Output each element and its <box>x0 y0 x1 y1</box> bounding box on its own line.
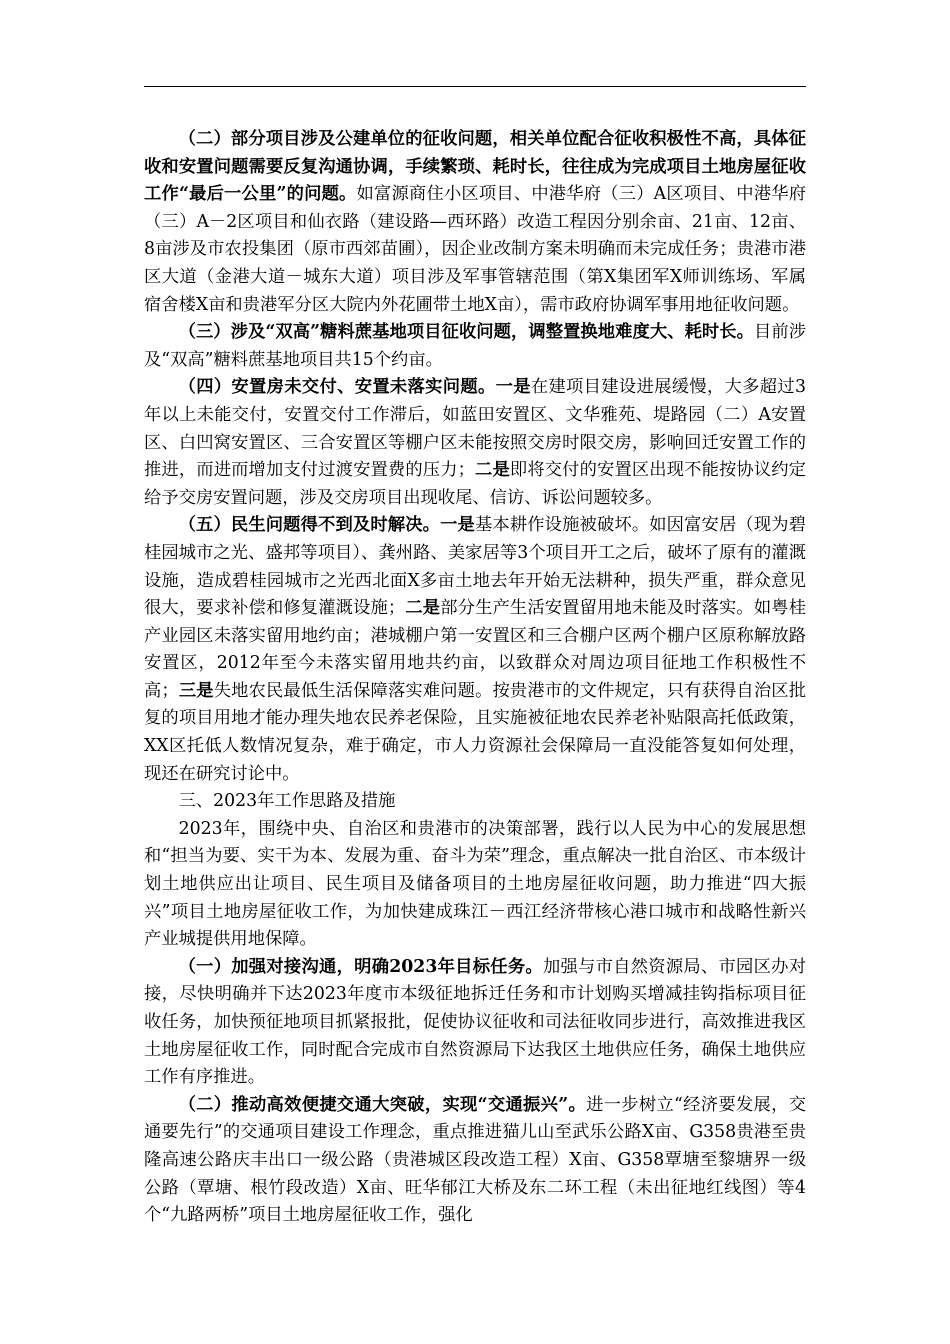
paragraph <box>144 374 806 512</box>
document-body <box>144 126 806 1230</box>
text-run: 部分生产生活安置留用地未能及时落实。如粤桂产业园区未落实留用地约亩；港城棚户第一安置区和三合棚户区两个棚户区原称解放路安置区，2012年至今未落实留用地共约亩，以致群众对周边项目征地工作积极性不高； <box>144 598 806 701</box>
paragraph <box>144 954 806 1092</box>
bold-run: （五）民生问题得不到及时解决。一是 <box>178 515 475 536</box>
text-run: 进一步树立“经济要发展，交通要先行”的交通项目建设工作理念，重点推进猫儿山至武乐公路X亩、G358贵港至贵隆高速公路庆丰出口一级公路（贵港城区段改造工程）X亩、G358覃塘至黎塘界一级公路（覃塘、根竹段改造）X亩、旺华郁江大桥及东二环工程（未出征地红线图）等4个“九路两桥”项目土地房屋征收工作，强化 <box>144 1094 806 1226</box>
text-run: 即将交付的安置区出现不能按协议约定给予交房安置问题，涉及交房项目出现收尾、信访、诉讼问题较多。 <box>144 460 806 508</box>
paragraph <box>144 512 806 788</box>
text-run: 如富源商住小区项目、中港华府（三）A区项目、中港华府（三）A－2区项目和仙衣路（建设路—西环路）改造工程因分别余亩、21亩、12亩、8亩涉及市农投集团（原市西郊苗圃），因企业改制方案未明确而未完成任务；贵港市港区大道（金港大道－城东大道）项目涉及军事管辖范围（第X集团军X师训练场、军属宿舍楼X亩和贵港军分区大院内外花圃带土地X亩），需市政府协调军事用地征收问题。 <box>144 184 806 315</box>
text-run: 三、2023年工作思路及措施 <box>178 791 396 812</box>
paragraph <box>144 1092 806 1230</box>
paragraph <box>144 788 806 816</box>
text-run: 基本耕作设施被破坏。如因富安居（现为碧桂园城市之光、盛邦等项目）、龚州路、美家居等3个项目开工之后，破坏了原有的灌溉设施，造成碧桂园城市之光西北面X多亩土地去年开始无法耕种，损失严重，群众意见很大，要求补偿和修复灌溉设施； <box>144 515 806 619</box>
bold-run: （一）加强对接沟通，明确2023年目标任务。 <box>178 956 543 977</box>
paragraph <box>144 816 806 954</box>
bold-run: （二）部分项目涉及公建单位的征收问题，相关单位配合征收积极性不高，具体征收和安置问题需要反复沟通协调，手续繁琐、耗时长，往往成为完成项目土地房屋征收工作“最后一公里”的问题。 <box>144 129 806 205</box>
bold-run: 三是 <box>178 680 214 701</box>
bold-run: 二是 <box>405 598 441 619</box>
bold-run: （三）涉及“双高”糖料蔗基地项目征收问题，调整置换地难度大、耗时长。 <box>178 322 754 343</box>
bold-run: （二）推动高效便捷交通大突破，实现“交通振兴”。 <box>178 1094 587 1115</box>
text-run: 2023年，围绕中央、自治区和贵港市的决策部署，践行以人民为中心的发展思想和“担当为要、实干为本、发展为重、奋斗为荣”理念，重点解决一批自治区、市本级计划土地供应出让项目、民生项目及储备项目的土地房屋征收问题，助力推进“四大振兴”项目土地房屋征收工作，为加快建成珠江－西江经济带核心港口城市和战略性新兴产业城提供用地保障。 <box>144 818 806 950</box>
bold-run: （四）安置房未交付、安置未落实问题。一是 <box>178 377 531 398</box>
bold-run: 二是 <box>474 460 510 481</box>
paragraph <box>144 319 806 374</box>
text-run: 目前涉及“双高”糖料蔗基地项目共15个约亩。 <box>144 322 806 370</box>
header-rule <box>144 86 806 87</box>
text-run: 失地农民最低生活保障落实难问题。按贵港市的文件规定，只有获得自治区批复的项目用地才能办理失地农民养老保险，且实施被征地农民养老补贴限高托低政策，XX区托低人数情况复杂，难于确定，市人力资源社会保障局一直没能答复如何处理，现还在研究讨论中。 <box>144 680 806 784</box>
paragraph <box>144 126 806 319</box>
text-run: 加强与市自然资源局、市园区办对接，尽快明确并下达2023年度市本级征地拆迁任务和市计划购买增减挂钩指标项目征收任务，加快预征地项目抓紧报批，促使协议征收和司法征收同步进行，高效推进我区土地房屋征收工作，同时配合完成市自然资源局下达我区土地供应任务，确保土地供应工作有序推进。 <box>144 956 806 1088</box>
text-run: 在建项目建设进展缓慢，大多超过3年以上未能交付，安置交付工作滞后，如蓝田安置区、文华雅苑、堤路园（二）A安置区、白凹窝安置区、三合安置区等棚户区未能按照交房时限交房，影响回迁安置工作的推进，而进而增加支付过渡安置费的压力； <box>144 377 806 481</box>
